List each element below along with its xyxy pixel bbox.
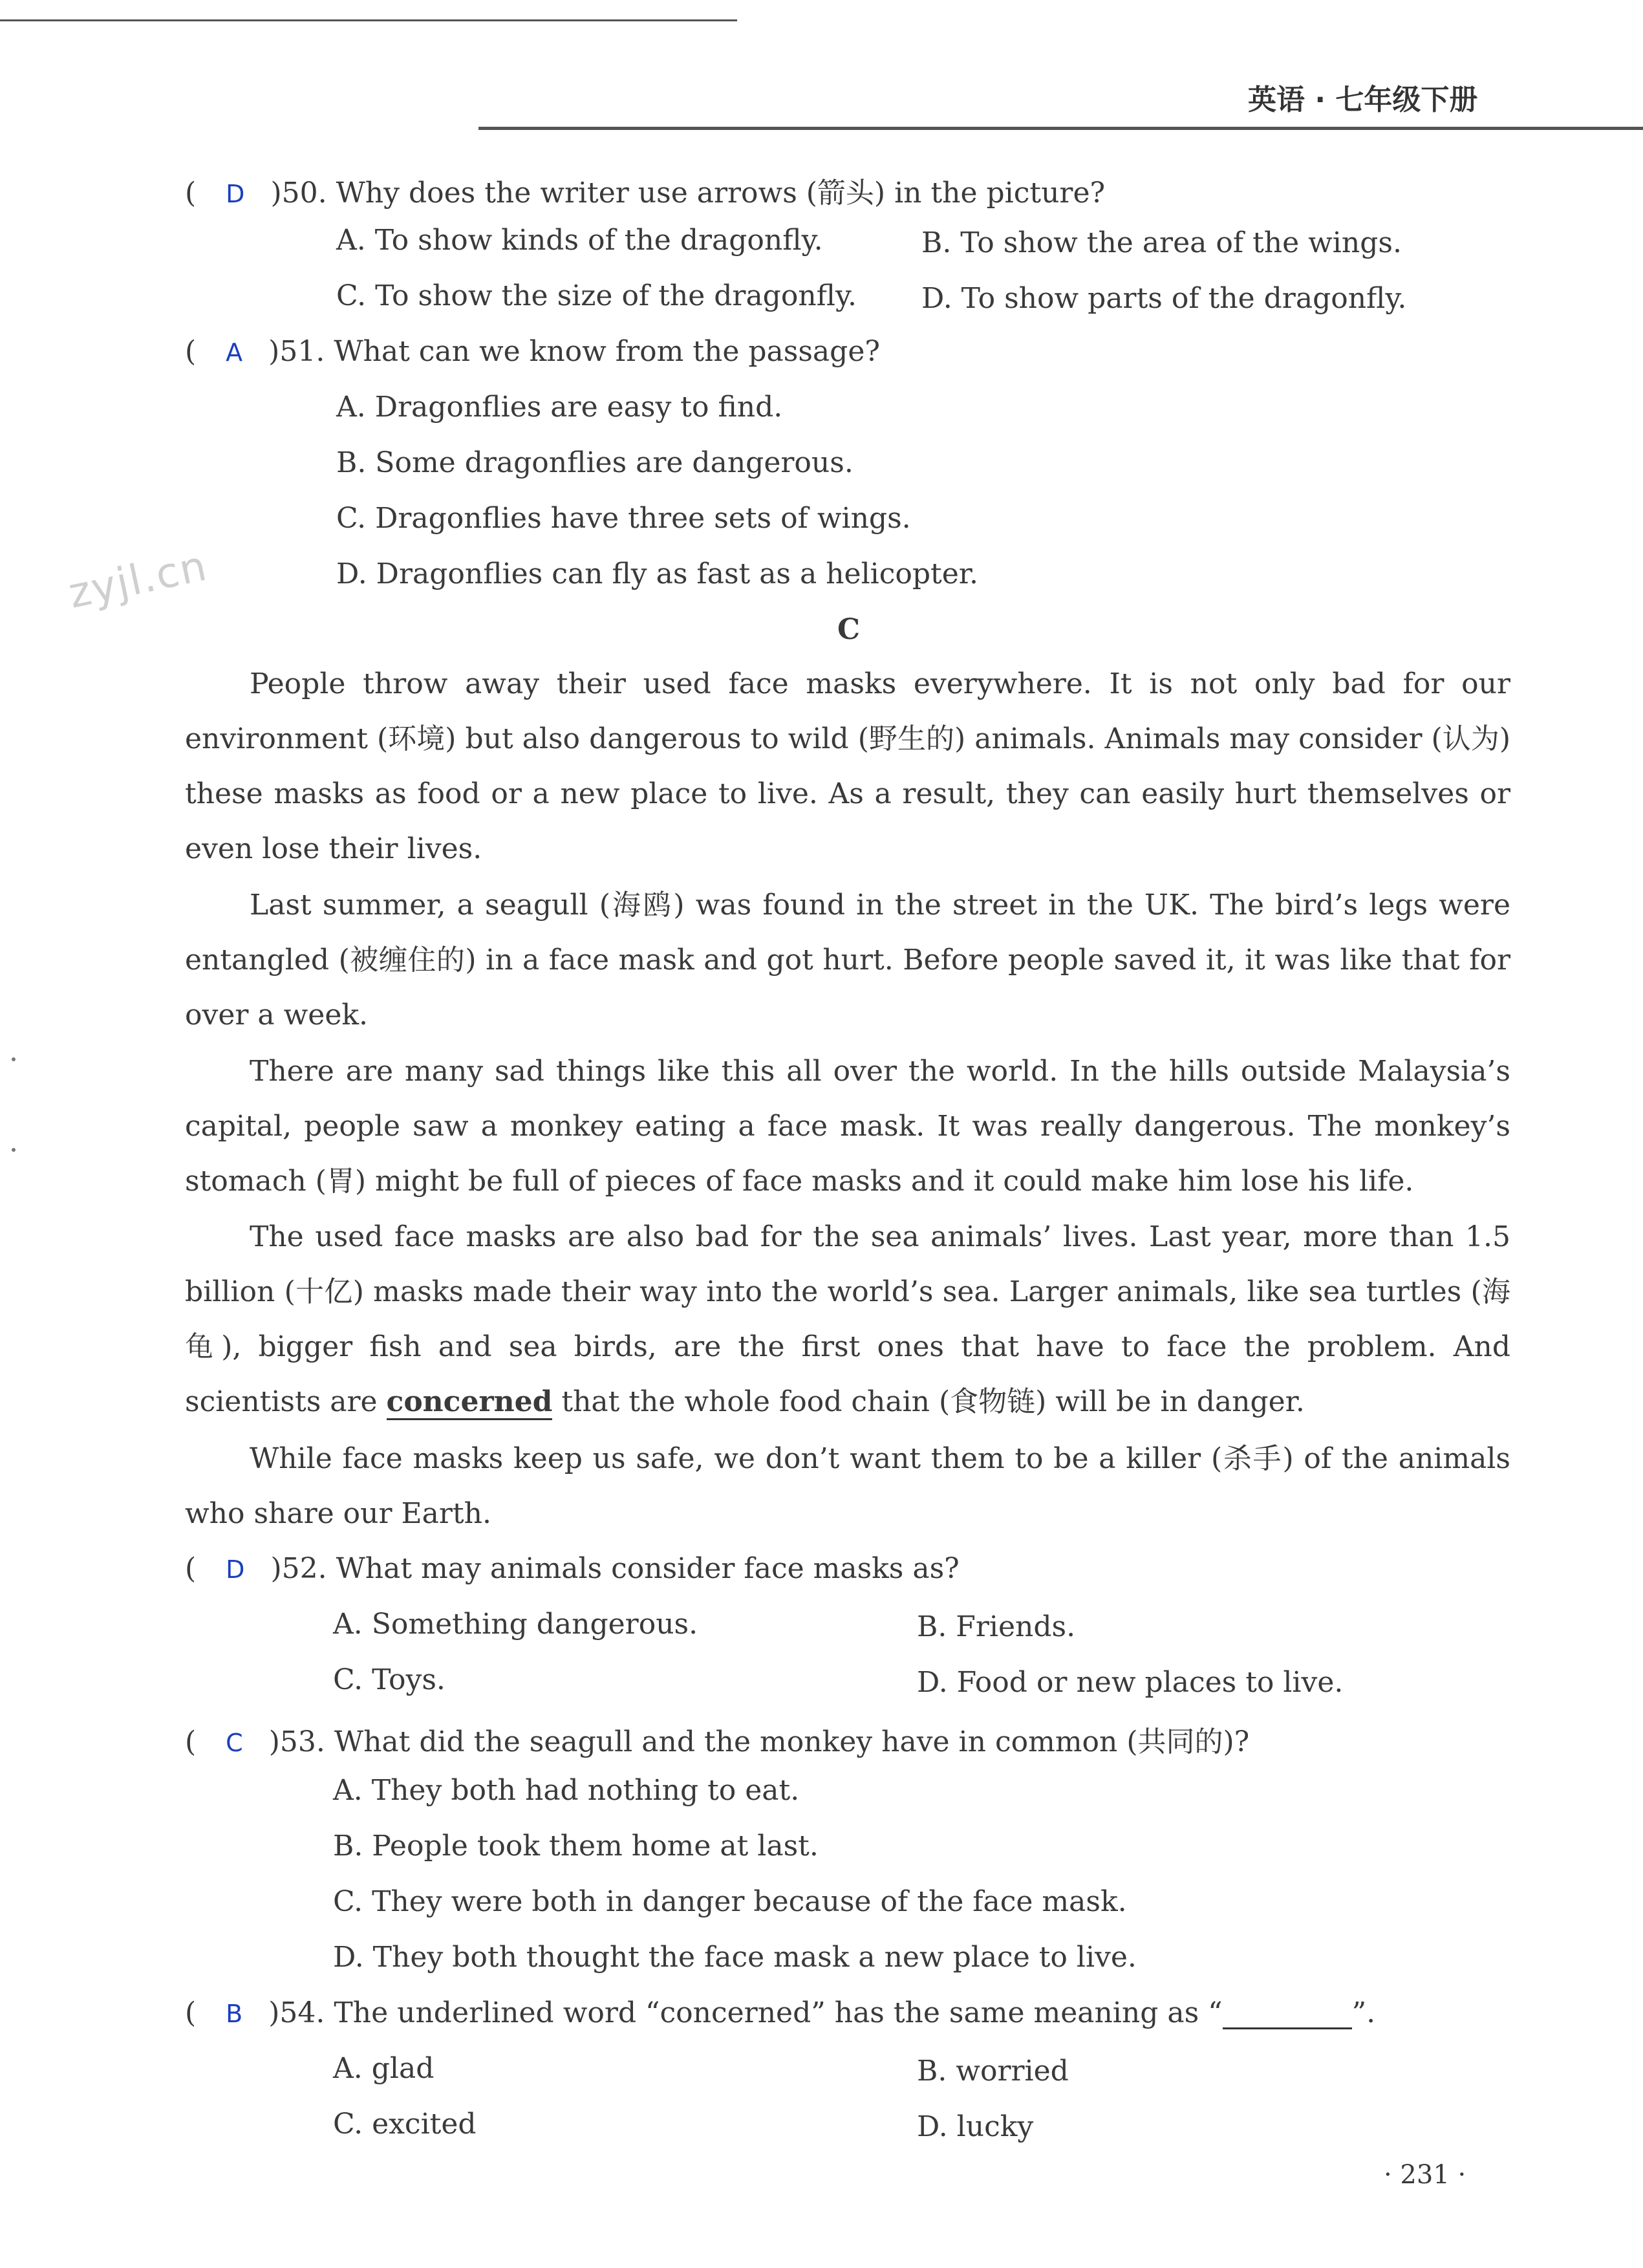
passage-paragraph-1: People throw away their used face masks everywhere. It is not only bad for our environment (环境) but also dangerous to wild (野生的) animals. Animals may consider (认为) these masks as food or a new place to live. As a result, they can easily hurt themselves or even lose their lives. <box>185 667 1510 865</box>
option-51-c: C. Dragonflies have three sets of wings. <box>336 502 911 535</box>
option-50-c: C. To show the size of the dragonfly. <box>336 279 857 312</box>
question-text: What may animals consider face masks as? <box>336 1552 960 1585</box>
watermark: zyjl.cn <box>64 542 212 618</box>
question-text: What did the seagull and the monkey have in common (共同的)? <box>334 1725 1250 1758</box>
question-number: )53. <box>268 1725 325 1758</box>
page-number: · 231 · <box>1384 2160 1466 2190</box>
option-54-b: B. worried <box>917 2055 1069 2088</box>
question-52: ( D )52. What may animals consider face masks as? <box>185 1552 960 1585</box>
option-54-d: D. lucky <box>917 2110 1034 2143</box>
question-53: ( C )53. What did the seagull and the monkey have in common (共同的)? <box>185 1725 1250 1758</box>
option-53-a: A. They both had nothing to eat. <box>333 1774 800 1807</box>
margin-dot <box>12 1057 16 1061</box>
option-51-b: B. Some dragonflies are dangerous. <box>336 446 854 479</box>
option-52-d: D. Food or new places to live. <box>917 1666 1344 1699</box>
answer-53: C <box>226 1729 243 1757</box>
question-text-end: ”. <box>1351 1996 1376 2029</box>
question-54: ( B )54. The underlined word “concerned” has the same meaning as “ ”. <box>185 1996 1376 2029</box>
option-51-a: A. Dragonflies are easy to find. <box>336 391 783 424</box>
option-51-d: D. Dragonflies can fly as fast as a helicopter. <box>336 557 978 590</box>
option-50-d: D. To show parts of the dragonfly. <box>921 282 1407 315</box>
answer-51: A <box>226 338 243 367</box>
page-header-title: 英语 · 七年级下册 <box>1248 83 1478 116</box>
option-52-a: A. Something dangerous. <box>333 1608 698 1641</box>
top-edge-line <box>0 19 737 21</box>
option-53-d: D. They both thought the face mask a new place to live. <box>333 1941 1137 1974</box>
answer-50: D <box>226 180 245 208</box>
question-number: )50. <box>270 177 327 210</box>
option-52-b: B. Friends. <box>917 1610 1076 1643</box>
option-50-b: B. To show the area of the wings. <box>921 226 1402 259</box>
option-53-b: B. People took them home at last. <box>333 1830 819 1863</box>
passage-paragraph-5: While face masks keep us safe, we don’t want them to be a killer (杀手) of the animals who share our Earth. <box>185 1442 1510 1530</box>
section-heading: C <box>837 613 861 646</box>
question-number: )51. <box>268 335 325 368</box>
question-text: What can we know from the passage? <box>334 335 880 368</box>
option-53-c: C. They were both in danger because of the face mask. <box>333 1885 1127 1918</box>
question-text: The underlined word “concerned” has the same meaning as “ <box>334 1996 1223 2029</box>
option-52-c: C. Toys. <box>333 1663 446 1696</box>
passage-paragraph-2: Last summer, a seagull (海鸥) was found in the street in the UK. The bird’s legs were entangled (被缠住的) in a face mask and got hurt. Before people saved it, it was like that for over a week. <box>185 889 1510 1031</box>
underlined-word: concerned <box>387 1385 553 1420</box>
header-rule <box>478 127 1643 130</box>
margin-dot <box>12 1148 16 1152</box>
answer-54: B <box>226 2000 243 2028</box>
question-text: Why does the writer use arrows (箭头) in the picture? <box>336 177 1106 210</box>
question-number: )52. <box>270 1552 327 1585</box>
question-51: ( A )51. What can we know from the passage? <box>185 335 880 368</box>
question-number: )54. <box>268 1996 325 2029</box>
answer-52: D <box>226 1555 245 1584</box>
answer-blank <box>1223 2002 1352 2029</box>
paragraph-4-text: The used face masks are also bad for the sea animals’ lives. Last year, more than 1.5 billion (十亿) masks made their way into the world’s sea. Larger animals, like sea turtles (海龟), bigger fish and sea birds, are the first ones that have to face the problem. And scientists are <box>185 1220 1510 1418</box>
question-50: ( D )50. Why does the writer use arrows (箭头) in the picture? <box>185 177 1106 210</box>
option-50-a: A. To show kinds of the dragonfly. <box>336 224 823 257</box>
paragraph-4-text-end: that the whole food chain (食物链) will be in danger. <box>552 1385 1305 1418</box>
passage-paragraph-4 <box>185 1209 1510 1429</box>
option-54-a: A. glad <box>333 2052 435 2085</box>
passage-paragraph-3: There are many sad things like this all over the world. In the hills outside Malaysia’s capital, people saw a monkey eating a face mask. It was really dangerous. The monkey’s stomach (胃) might be full of pieces of face masks and it could make him lose his life. <box>185 1055 1510 1198</box>
option-54-c: C. excited <box>333 2108 477 2141</box>
